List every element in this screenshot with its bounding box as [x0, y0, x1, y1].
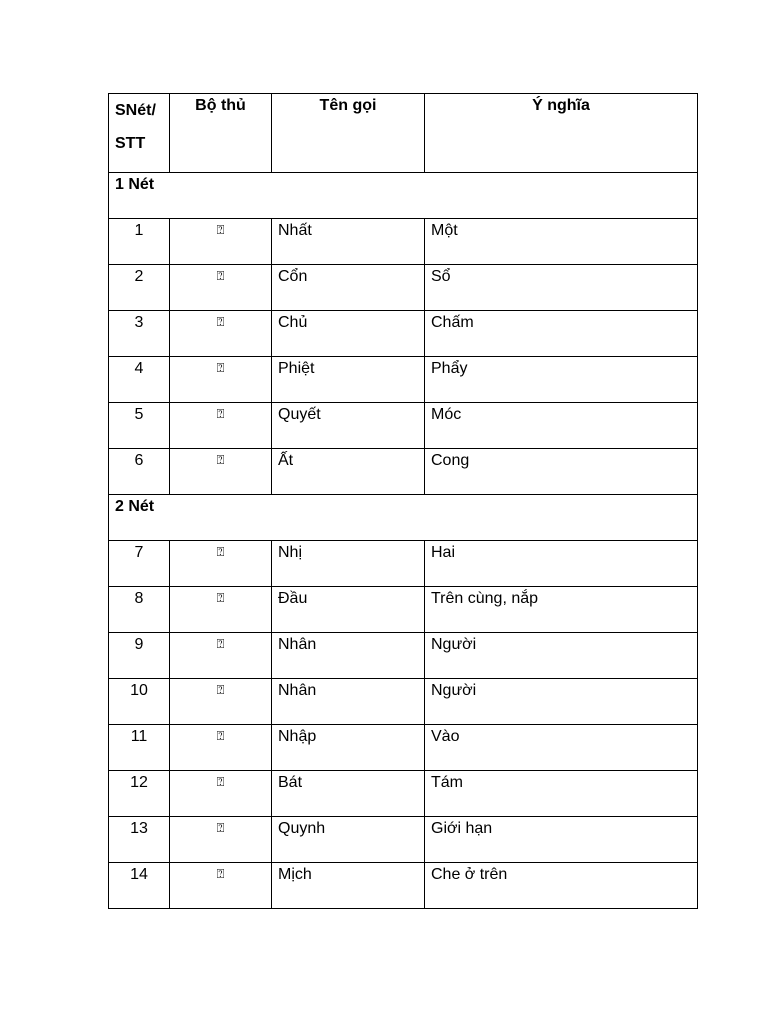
- radical-name: Nhị: [272, 541, 425, 587]
- radical-name: Nhân: [272, 679, 425, 725]
- row-stt: 14: [109, 863, 170, 909]
- radical-name: Chủ: [272, 311, 425, 357]
- group-row: [109, 495, 698, 541]
- radical-glyph: ⍰: [170, 311, 272, 357]
- radical-meaning: Chấm: [425, 311, 698, 357]
- radical-glyph: ⍰: [170, 449, 272, 495]
- radical-glyph: ⍰: [170, 725, 272, 771]
- group-label: 1 Nét: [109, 173, 698, 219]
- header-radical: Bộ thủ: [170, 94, 272, 173]
- radical-glyph: ⍰: [170, 587, 272, 633]
- radical-name: Nhân: [272, 633, 425, 679]
- row-stt: 2: [109, 265, 170, 311]
- radical-meaning: Phẩy: [425, 357, 698, 403]
- group-row: [109, 173, 698, 219]
- row-stt: 1: [109, 219, 170, 265]
- radical-glyph: ⍰: [170, 403, 272, 449]
- header-name: Tên gọi: [272, 94, 425, 173]
- radical-glyph: ⍰: [170, 541, 272, 587]
- radicals-table: [108, 93, 698, 909]
- radical-name: Nhập: [272, 725, 425, 771]
- table-row: [109, 311, 698, 357]
- table-row: [109, 817, 698, 863]
- radical-name: Mịch: [272, 863, 425, 909]
- radical-meaning: Hai: [425, 541, 698, 587]
- table-row: [109, 357, 698, 403]
- row-stt: 8: [109, 587, 170, 633]
- radical-name: Nhất: [272, 219, 425, 265]
- table-row: [109, 449, 698, 495]
- radical-meaning: Móc: [425, 403, 698, 449]
- radical-glyph: ⍰: [170, 679, 272, 725]
- table-row: [109, 863, 698, 909]
- table-row: [109, 587, 698, 633]
- table-row: [109, 633, 698, 679]
- row-stt: 7: [109, 541, 170, 587]
- radical-name: Quyết: [272, 403, 425, 449]
- radical-meaning: Tám: [425, 771, 698, 817]
- row-stt: 3: [109, 311, 170, 357]
- table-header-row: [109, 94, 698, 173]
- table-row: [109, 265, 698, 311]
- table-row: [109, 219, 698, 265]
- row-stt: 10: [109, 679, 170, 725]
- header-meaning: Ý nghĩa: [425, 94, 698, 173]
- radical-glyph: ⍰: [170, 863, 272, 909]
- table-row: [109, 403, 698, 449]
- radical-glyph: ⍰: [170, 265, 272, 311]
- table-row: [109, 771, 698, 817]
- radical-meaning: Người: [425, 679, 698, 725]
- radical-glyph: ⍰: [170, 817, 272, 863]
- table-body: [109, 173, 698, 909]
- radical-meaning: Một: [425, 219, 698, 265]
- row-stt: 12: [109, 771, 170, 817]
- row-stt: 5: [109, 403, 170, 449]
- radical-meaning: Giới hạn: [425, 817, 698, 863]
- radical-name: Phiệt: [272, 357, 425, 403]
- radical-meaning: Sổ: [425, 265, 698, 311]
- radical-name: Quynh: [272, 817, 425, 863]
- radical-name: Đầu: [272, 587, 425, 633]
- radical-meaning: Che ở trên: [425, 863, 698, 909]
- table-row: [109, 679, 698, 725]
- radical-name: Cổn: [272, 265, 425, 311]
- radical-glyph: ⍰: [170, 219, 272, 265]
- row-stt: 9: [109, 633, 170, 679]
- radical-glyph: ⍰: [170, 357, 272, 403]
- radical-meaning: Cong: [425, 449, 698, 495]
- row-stt: 4: [109, 357, 170, 403]
- table-row: [109, 541, 698, 587]
- radical-meaning: Trên cùng, nắp: [425, 587, 698, 633]
- radical-name: Ất: [272, 449, 425, 495]
- radical-meaning: Người: [425, 633, 698, 679]
- row-stt: 11: [109, 725, 170, 771]
- row-stt: 6: [109, 449, 170, 495]
- radical-name: Bát: [272, 771, 425, 817]
- table-row: [109, 725, 698, 771]
- radical-meaning: Vào: [425, 725, 698, 771]
- radical-glyph: ⍰: [170, 771, 272, 817]
- row-stt: 13: [109, 817, 170, 863]
- header-stt: SNét/ STT: [109, 94, 170, 173]
- radical-glyph: ⍰: [170, 633, 272, 679]
- group-label: 2 Nét: [109, 495, 698, 541]
